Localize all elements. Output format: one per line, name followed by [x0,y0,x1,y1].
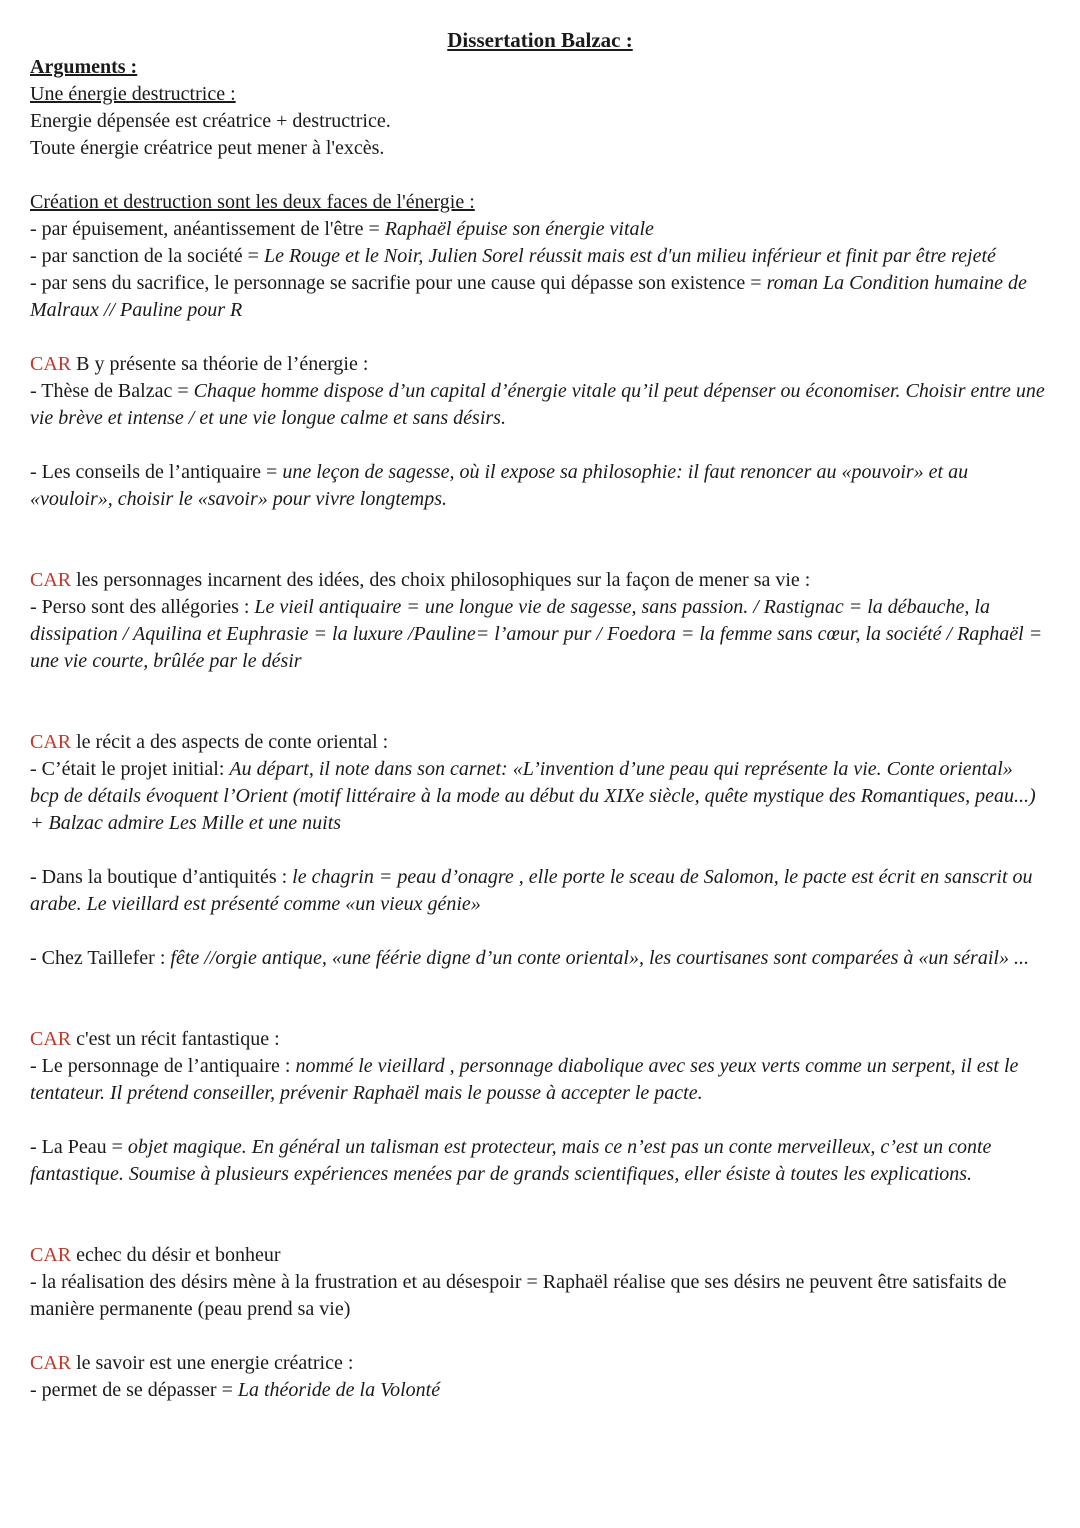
spacer [30,513,1045,567]
spacer [30,1107,1045,1134]
section-6-para-1: - Le personnage de l’antiquaire : nommé le vieillard , personnage diabolique avec ses yeux verts comme un serpent, il est le tentateur. Il prétend conseiller, prévenir Raphaël mais le pousse à accepter le pacte. [30,1055,1019,1104]
section-5-para-3: - Chez Taillefer : fête //orgie antique, «une féérie digne d’un conte oriental», les courtisanes sont comparées à «un sérail» ... [30,947,1029,969]
section-5-para-1: - C’était le projet initial: Au départ, il note dans son carnet: «L’invention d’une peau qui représente la vie. Conte oriental» bcp de détails évoquent l’Orient (motif littéraire à la mode au début du XIXe siècle, quête mystique des Romantiques, peau...) + Balzac admire Les Mille et une nuits [30,758,1036,834]
section-1-line-2: Toute énergie créatrice peut mener à l'excès. [30,137,385,159]
section-1-line-1: Energie dépensée est créatrice + destructrice. [30,110,391,132]
section-6-intro: CAR c'est un récit fantastique : [30,1028,280,1050]
document-title: Dissertation Balzac : [447,28,633,52]
section-5-para-2: - Dans la boutique d’antiquités : le chagrin = peau d’onagre , elle porte le sceau de Salomon, le pacte est écrit en sanscrit ou arabe. Le vieillard est présenté comme «un vieux génie» [30,866,1033,915]
spacer [30,324,1045,351]
section-8-para-1: - permet de se dépasser = La théoride de la Volonté [30,1379,441,1401]
section-4-intro: CAR les personnages incarnent des idées, des choix philosophiques sur la façon de mener sa vie : [30,569,811,591]
section-6-para-2: - La Peau = objet magique. En général un talisman est protecteur, mais ce n’est pas un conte merveilleux, c’est un conte fantastique. Soumise à plusieurs expériences menées par de grands scientifiques, eller ésiste à toutes les explications. [30,1136,992,1185]
car-label: CAR [30,1352,72,1374]
spacer [30,432,1045,459]
spacer [30,918,1045,945]
spacer [30,1323,1045,1350]
car-label: CAR [30,569,72,591]
section-7-intro: CAR echec du désir et bonheur [30,1244,281,1266]
spacer [30,972,1045,1026]
section-5-intro: CAR le récit a des aspects de conte oriental : [30,731,389,753]
section-3-intro: CAR B y présente sa théorie de l’énergie : [30,353,369,375]
spacer [30,675,1045,729]
spacer [30,162,1045,189]
car-label: CAR [30,1244,72,1266]
section-3-para-2: - Les conseils de l’antiquaire = une leçon de sagesse, où il expose sa philosophie: il faut renoncer au «pouvoir» et au «vouloir», choisir le «savoir» pour vivre longtemps. [30,461,969,510]
arguments-heading: Arguments : [30,56,138,78]
section-2-heading: Création et destruction sont les deux faces de l'énergie : [30,191,475,213]
car-label: CAR [30,1028,72,1050]
section-2-bullet-2: - par sanction de la société = Le Rouge et le Noir, Julien Sorel réussit mais est d'un milieu inférieur et finit par être rejeté [30,245,996,267]
section-3-para-1: - Thèse de Balzac = Chaque homme dispose d’un capital d’énergie vitale qu’il peut dépenser ou économiser. Choisir entre une vie brève et intense / et une vie longue calme et sans désirs. [30,380,1045,429]
spacer [30,1188,1045,1242]
section-4-para-1: - Perso sont des allégories : Le vieil antiquaire = une longue vie de sagesse, sans passion. / Rastignac = la débauche, la dissipation / Aquilina et Euphrasie = la luxure /Pauline= l’amour pur / Foedora = la femme sans cœur, la société / Raphaël = une vie courte, brûlée par le désir [30,596,1043,672]
section-7-para-1: - la réalisation des désirs mène à la frustration et au désespoir = Raphaël réalise que ses désirs ne peuvent être satisfaits de manière permanente (peau prend sa vie) [30,1271,1007,1320]
section-8-intro: CAR le savoir est une energie créatrice : [30,1352,354,1374]
document-body [30,54,1045,1404]
spacer [30,837,1045,864]
car-label: CAR [30,353,72,375]
section-2-bullet-1: - par épuisement, anéantissement de l'être = Raphaël épuise son énergie vitale [30,218,654,240]
section-2-bullet-3: - par sens du sacrifice, le personnage se sacrifie pour une cause qui dépasse son existence = roman La Condition humaine de Malraux // Pauline pour R [30,272,1027,321]
section-1-heading: Une énergie destructrice : [30,83,236,105]
car-label: CAR [30,731,72,753]
